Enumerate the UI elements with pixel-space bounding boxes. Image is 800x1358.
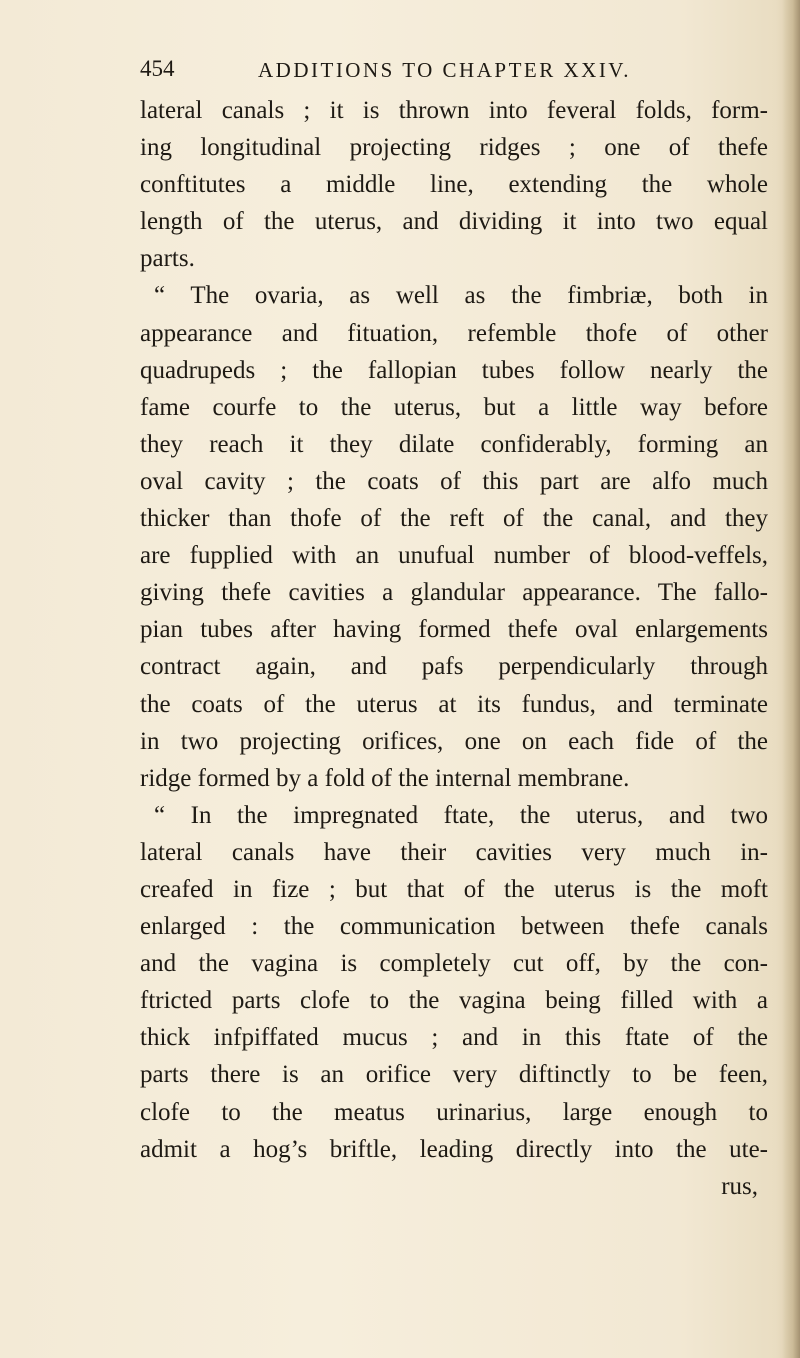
running-head-title: ADDITIONS TO CHAPTER XXIV. bbox=[258, 58, 632, 82]
text-line: lateral canals ; it is thrown into feveral folds, form- bbox=[140, 97, 768, 124]
text-line: ftricted parts clofe to the vagina being filled with a bbox=[140, 987, 768, 1015]
catchword: rus, bbox=[721, 1172, 758, 1200]
text-line: the coats of the uterus at its fundus, and terminate bbox=[140, 690, 768, 718]
text-line: are fupplied with an unufual number of blood-veffels, bbox=[140, 542, 768, 570]
text-line: fame courfe to the uterus, but a little way before bbox=[140, 393, 768, 421]
text-line: lateral canals have their cavities very much in- bbox=[140, 838, 768, 866]
text-line: “ The ovaria, as well as the fimbriæ, both in bbox=[154, 282, 768, 310]
text-line: and the vagina is completely cut off, by the con- bbox=[140, 950, 768, 978]
page-number: 454 bbox=[140, 56, 175, 81]
text-line: ridge formed by a fold of the internal membrane. bbox=[140, 764, 630, 792]
text-line: pian tubes after having formed thefe oval enlargements bbox=[140, 616, 768, 644]
text-line: giving thefe cavities a glandular appearance. The fallo- bbox=[140, 579, 768, 607]
page-edge-shadow bbox=[782, 0, 800, 1358]
text-line: “ In the impregnated ftate, the uterus, and two bbox=[154, 801, 768, 829]
text-line: in two projecting orifices, one on each fide of the bbox=[140, 727, 768, 755]
body-text bbox=[140, 92, 768, 1205]
text-line: appearance and fituation, refemble thofe of other bbox=[140, 319, 768, 347]
text-line: ing longitudinal projecting ridges ; one of thefe bbox=[140, 134, 768, 162]
text-line: thick infpiffated mucus ; and in this ftate of the bbox=[140, 1024, 768, 1052]
text-line: quadrupeds ; the fallopian tubes follow nearly the bbox=[140, 356, 768, 384]
text-line: they reach it they dilate confiderably, forming an bbox=[140, 430, 768, 458]
text-line: clofe to the meatus urinarius, large enough to bbox=[140, 1098, 768, 1126]
text-line: parts. bbox=[140, 245, 195, 273]
text-line: thicker than thofe of the reft of the canal, and they bbox=[140, 505, 768, 533]
text-line: conftitutes a middle line, extending the whole bbox=[140, 171, 768, 199]
text-line: creafed in fize ; but that of the uterus is the moft bbox=[140, 875, 768, 903]
text-line: oval cavity ; the coats of this part are alfo much bbox=[140, 467, 768, 495]
text-line: length of the uterus, and dividing it into two equal bbox=[140, 208, 768, 236]
text-line: parts there is an orifice very diftinctly to be feen, bbox=[140, 1061, 768, 1089]
running-head bbox=[140, 56, 760, 92]
text-line: admit a hog’s briftle, leading directly into the ute- bbox=[140, 1135, 768, 1163]
text-line: contract again, and pafs perpendicularly through bbox=[140, 653, 768, 681]
text-line: enlarged : the communication between thefe canals bbox=[140, 913, 768, 941]
